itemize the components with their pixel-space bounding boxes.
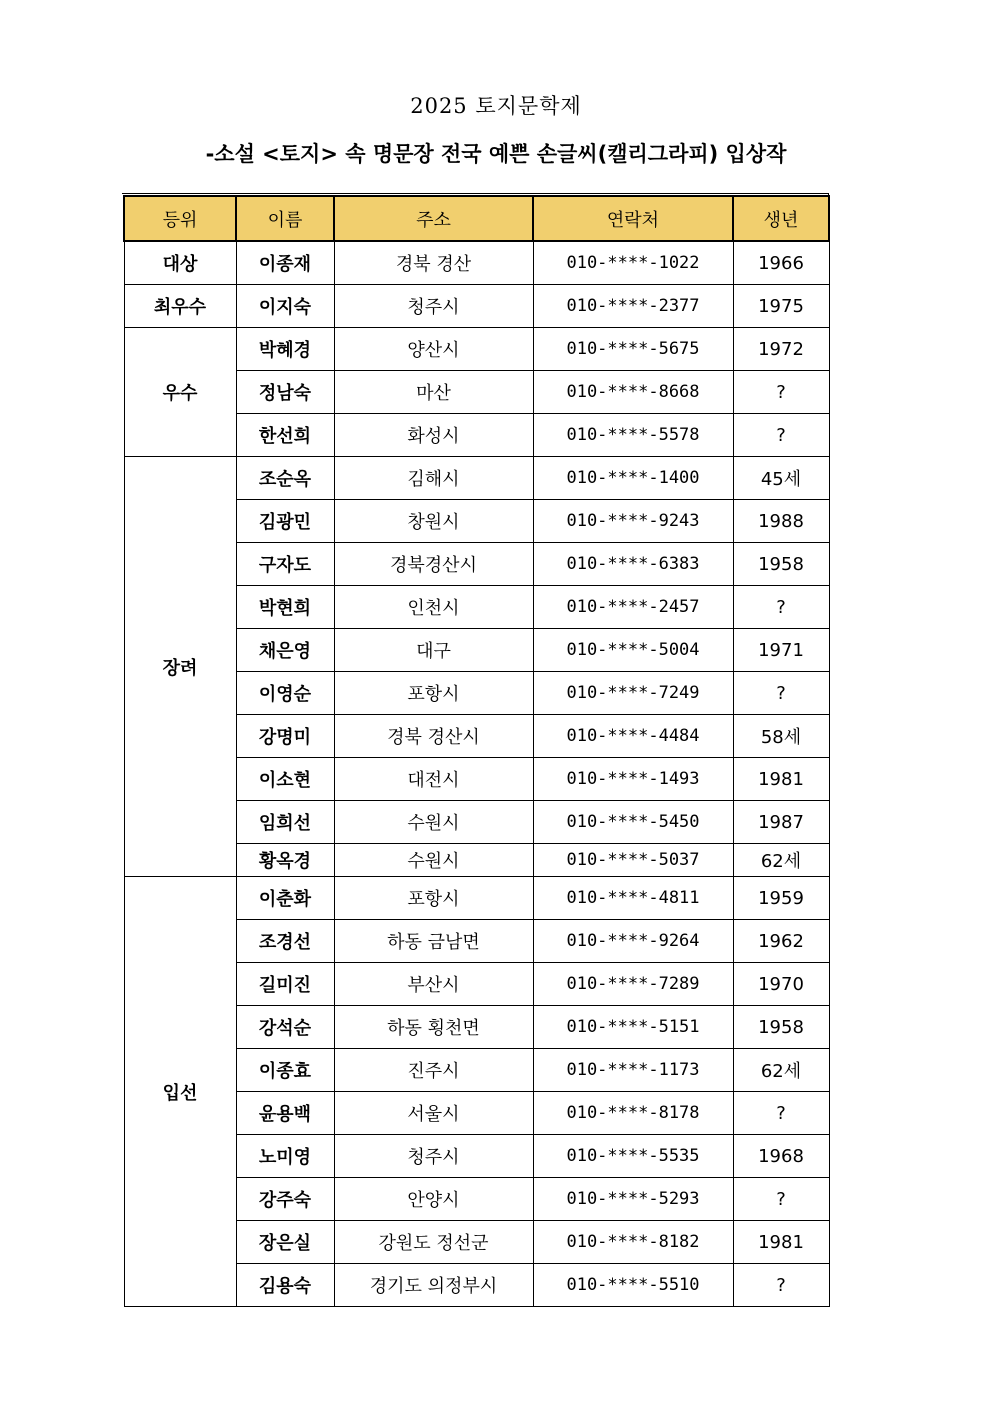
birth-year-cell: 1972: [733, 328, 829, 371]
birth-year-cell: ?: [733, 1264, 829, 1307]
table-row: [124, 328, 829, 371]
name-cell: 이춘화: [236, 877, 334, 920]
contact-cell: 010-****-5535: [533, 1135, 733, 1178]
birth-year-cell: 62세: [733, 1049, 829, 1092]
name-cell: 길미진: [236, 963, 334, 1006]
address-cell: 포항시: [334, 672, 533, 715]
birth-year-cell: 58세: [733, 715, 829, 758]
name-cell: 조경선: [236, 920, 334, 963]
name-cell: 이종재: [236, 241, 334, 285]
contact-cell: 010-****-8668: [533, 371, 733, 414]
address-cell: 마산: [334, 371, 533, 414]
name-cell: 이종효: [236, 1049, 334, 1092]
header-address: 주소: [334, 196, 533, 241]
contact-cell: 010-****-9243: [533, 500, 733, 543]
contact-cell: 010-****-9264: [533, 920, 733, 963]
address-cell: 안양시: [334, 1178, 533, 1221]
header-name: 이름: [236, 196, 334, 241]
address-cell: 대전시: [334, 758, 533, 801]
birth-year-cell: 1981: [733, 758, 829, 801]
document-subtitle: -소설 <토지> 속 명문장 전국 예쁜 손글씨(캘리그라피) 입상작: [205, 142, 787, 166]
birth-year-cell: ?: [733, 1178, 829, 1221]
birth-year-cell: 1975: [733, 285, 829, 328]
contact-cell: 010-****-4484: [533, 715, 733, 758]
birth-year-cell: 1958: [733, 543, 829, 586]
table-row: [124, 457, 829, 500]
birth-year-cell: 1971: [733, 629, 829, 672]
rank-cell: 대상: [124, 241, 236, 285]
name-cell: 임희선: [236, 801, 334, 844]
contact-cell: 010-****-7289: [533, 963, 733, 1006]
address-cell: 대구: [334, 629, 533, 672]
name-cell: 장은실: [236, 1221, 334, 1264]
address-cell: 포항시: [334, 877, 533, 920]
contact-cell: 010-****-1173: [533, 1049, 733, 1092]
table-row: [124, 241, 829, 285]
birth-year-cell: ?: [733, 586, 829, 629]
address-cell: 경기도 의정부시: [334, 1264, 533, 1307]
contact-cell: 010-****-2377: [533, 285, 733, 328]
birth-year-cell: ?: [733, 1092, 829, 1135]
table-body: [124, 241, 829, 1307]
name-cell: 윤용백: [236, 1092, 334, 1135]
address-cell: 청주시: [334, 1135, 533, 1178]
name-cell: 강명미: [236, 715, 334, 758]
name-cell: 노미영: [236, 1135, 334, 1178]
header-birth-year: 생년: [733, 196, 829, 241]
name-cell: 조순옥: [236, 457, 334, 500]
name-cell: 박현희: [236, 586, 334, 629]
name-cell: 이영순: [236, 672, 334, 715]
name-cell: 한선희: [236, 414, 334, 457]
address-cell: 양산시: [334, 328, 533, 371]
address-cell: 경북 경산: [334, 241, 533, 285]
birth-year-cell: 62세: [733, 844, 829, 877]
address-cell: 부산시: [334, 963, 533, 1006]
header-rank: 등위: [124, 196, 236, 241]
contact-cell: 010-****-7249: [533, 672, 733, 715]
name-cell: 강주숙: [236, 1178, 334, 1221]
birth-year-cell: 1981: [733, 1221, 829, 1264]
contact-cell: 010-****-2457: [533, 586, 733, 629]
name-cell: 김용숙: [236, 1264, 334, 1307]
contact-cell: 010-****-5004: [533, 629, 733, 672]
name-cell: 강석순: [236, 1006, 334, 1049]
birth-year-cell: 45세: [733, 457, 829, 500]
name-cell: 채은영: [236, 629, 334, 672]
birth-year-cell: 1970: [733, 963, 829, 1006]
contact-cell: 010-****-1493: [533, 758, 733, 801]
name-cell: 구자도: [236, 543, 334, 586]
name-cell: 이지숙: [236, 285, 334, 328]
birth-year-cell: ?: [733, 371, 829, 414]
address-cell: 하동 금남면: [334, 920, 533, 963]
birth-year-cell: ?: [733, 672, 829, 715]
rank-cell: 최우수: [124, 285, 236, 328]
name-cell: 이소현: [236, 758, 334, 801]
birth-year-cell: 1968: [733, 1135, 829, 1178]
contact-cell: 010-****-5675: [533, 328, 733, 371]
contact-cell: 010-****-8178: [533, 1092, 733, 1135]
address-cell: 하동 횡천면: [334, 1006, 533, 1049]
birth-year-cell: 1962: [733, 920, 829, 963]
contact-cell: 010-****-5450: [533, 801, 733, 844]
address-cell: 화성시: [334, 414, 533, 457]
address-cell: 수원시: [334, 801, 533, 844]
address-cell: 경북 경산시: [334, 715, 533, 758]
header-contact: 연락처: [533, 196, 733, 241]
birth-year-cell: ?: [733, 414, 829, 457]
winners-table: [123, 195, 830, 1307]
contact-cell: 010-****-5037: [533, 844, 733, 877]
rank-cell: 입선: [124, 877, 236, 1307]
birth-year-cell: 1958: [733, 1006, 829, 1049]
birth-year-cell: 1987: [733, 801, 829, 844]
birth-year-cell: 1959: [733, 877, 829, 920]
document-title: 2025 토지문학제: [410, 94, 582, 118]
contact-cell: 010-****-8182: [533, 1221, 733, 1264]
address-cell: 진주시: [334, 1049, 533, 1092]
name-cell: 정남숙: [236, 371, 334, 414]
contact-cell: 010-****-5578: [533, 414, 733, 457]
contact-cell: 010-****-5293: [533, 1178, 733, 1221]
contact-cell: 010-****-5510: [533, 1264, 733, 1307]
contact-cell: 010-****-1400: [533, 457, 733, 500]
birth-year-cell: 1966: [733, 241, 829, 285]
address-cell: 수원시: [334, 844, 533, 877]
table-row: [124, 877, 829, 920]
table-header-row: [124, 196, 829, 241]
birth-year-cell: 1988: [733, 500, 829, 543]
address-cell: 강원도 정선군: [334, 1221, 533, 1264]
contact-cell: 010-****-1022: [533, 241, 733, 285]
address-cell: 경북경산시: [334, 543, 533, 586]
name-cell: 박혜경: [236, 328, 334, 371]
name-cell: 황옥경: [236, 844, 334, 877]
table-row: [124, 285, 829, 328]
address-cell: 김해시: [334, 457, 533, 500]
address-cell: 창원시: [334, 500, 533, 543]
name-cell: 김광민: [236, 500, 334, 543]
address-cell: 청주시: [334, 285, 533, 328]
contact-cell: 010-****-4811: [533, 877, 733, 920]
contact-cell: 010-****-6383: [533, 543, 733, 586]
address-cell: 인천시: [334, 586, 533, 629]
contact-cell: 010-****-5151: [533, 1006, 733, 1049]
rank-cell: 우수: [124, 328, 236, 457]
rank-cell: 장려: [124, 457, 236, 877]
address-cell: 서울시: [334, 1092, 533, 1135]
